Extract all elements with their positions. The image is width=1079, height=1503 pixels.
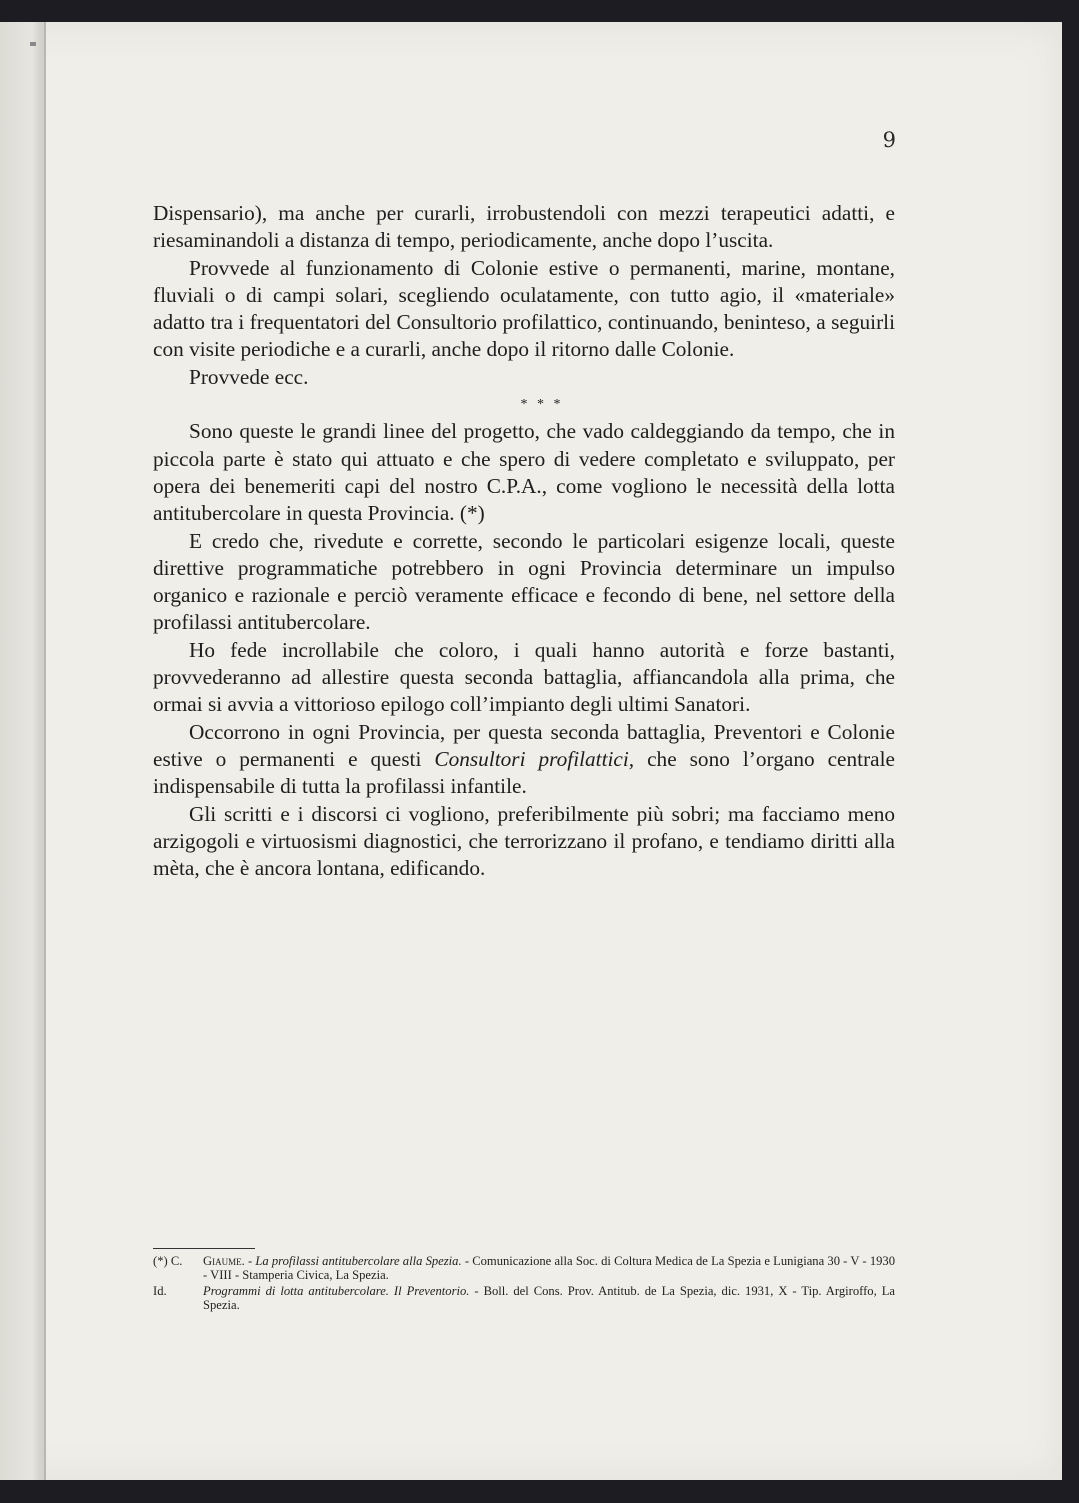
footnote-title: La profilassi antitubercolare alla Spezia.: [255, 1254, 462, 1268]
footnote-body: [203, 1255, 895, 1282]
body-text: [153, 200, 895, 882]
corner-mark: [30, 42, 36, 46]
gutter-line: [44, 22, 46, 1480]
paragraph: Provvede ecc.: [189, 364, 309, 389]
footnote-rule: [153, 1248, 255, 1249]
emphasis-text: Consultori profilattici,: [434, 746, 635, 771]
page-gutter: [0, 22, 46, 1480]
footnote-mark: Id.: [153, 1284, 167, 1299]
footnote-mark: (*) C.: [153, 1254, 183, 1268]
footnote-entry: [153, 1285, 895, 1312]
page-number: 9: [882, 128, 896, 152]
paragraph: [153, 719, 895, 801]
footnote-sep: -: [244, 1254, 256, 1268]
paragraph: Ho fede incrollabile che coloro, i quali hanno autorità e forze bastanti, provvederanno ad allestire questa seconda battaglia, affiancandola alla prima, che ormai si avvia a vittorioso epilogo coll’impianto degli ultimi Sanatori.: [153, 637, 895, 717]
paragraph-text: Occorrono in ogni Provincia, per questa seconda battaglia, Preventori e Colonie estive o permanenti e questi: [153, 719, 895, 771]
footnote-rest: - Comunicazione alla Soc. di Coltura Medica de La Spezia e Lunigiana 30 - V - 1930 - VIII - Stamperia Civica, La Spezia.: [203, 1254, 896, 1282]
footnote-body: [203, 1285, 895, 1312]
section-separator: * * *: [520, 397, 564, 413]
footnote-author: Giaume.: [203, 1254, 245, 1268]
paragraph: Dispensario), ma anche per curarli, irrobustendoli con mezzi terapeutici adatti, e riesaminandoli a distanza di tempo, periodicamente, anche dopo l’uscita.: [153, 201, 895, 253]
paragraph-text: che sono l’organo centrale indispensabile di tutta la profilassi infantile.: [153, 746, 895, 799]
paragraph: Gli scritti e i discorsi ci vogliono, preferibilmente più sobri; ma facciamo meno arzigogoli e virtuosismi diagnostici, che terrorizzano il profano, e tendiamo diritti alla mèta, che è ancora lontana, edificando.: [153, 801, 895, 881]
footnotes: [153, 1255, 895, 1315]
paragraph: Provvede al funzionamento di Colonie estive o permanenti, marine, montane, fluviali o di campi solari, scegliendo oculatamente, con tutto agio, il «materiale» adatto tra i frequentatori del Consultorio profilattico, continuando, beninteso, a seguirli con visite periodiche e a curarli, anche dopo il ritorno dalle Colonie.: [153, 255, 895, 362]
paragraph: E credo che, rivedute e corrette, secondo le particolari esigenze locali, queste direttive programmatiche potrebbero in ogni Provincia determinare un impulso organico e razionale e perciò veramente efficace e fecondo di bene, nel settore della profilassi antitubercolare.: [153, 528, 895, 635]
footnote-rest: - Boll. del Cons. Prov. Antitub. de La Spezia, dic. 1931, X - Tip. Argiroffo, La Spezia.: [203, 1284, 896, 1312]
paragraph: Sono queste le grandi linee del progetto, che vado caldeggiando da tempo, che in piccola parte è stato qui attuato e che spero di vedere completato e sviluppato, per opera dei benemeriti capi del nostro C.P.A., come vogliono le necessità della lotta antitubercolare in questa Provincia. (*): [153, 419, 895, 526]
footnote-title: Programmi di lotta antitubercolare. Il Preventorio.: [203, 1284, 470, 1299]
footnote-entry: [153, 1255, 895, 1282]
